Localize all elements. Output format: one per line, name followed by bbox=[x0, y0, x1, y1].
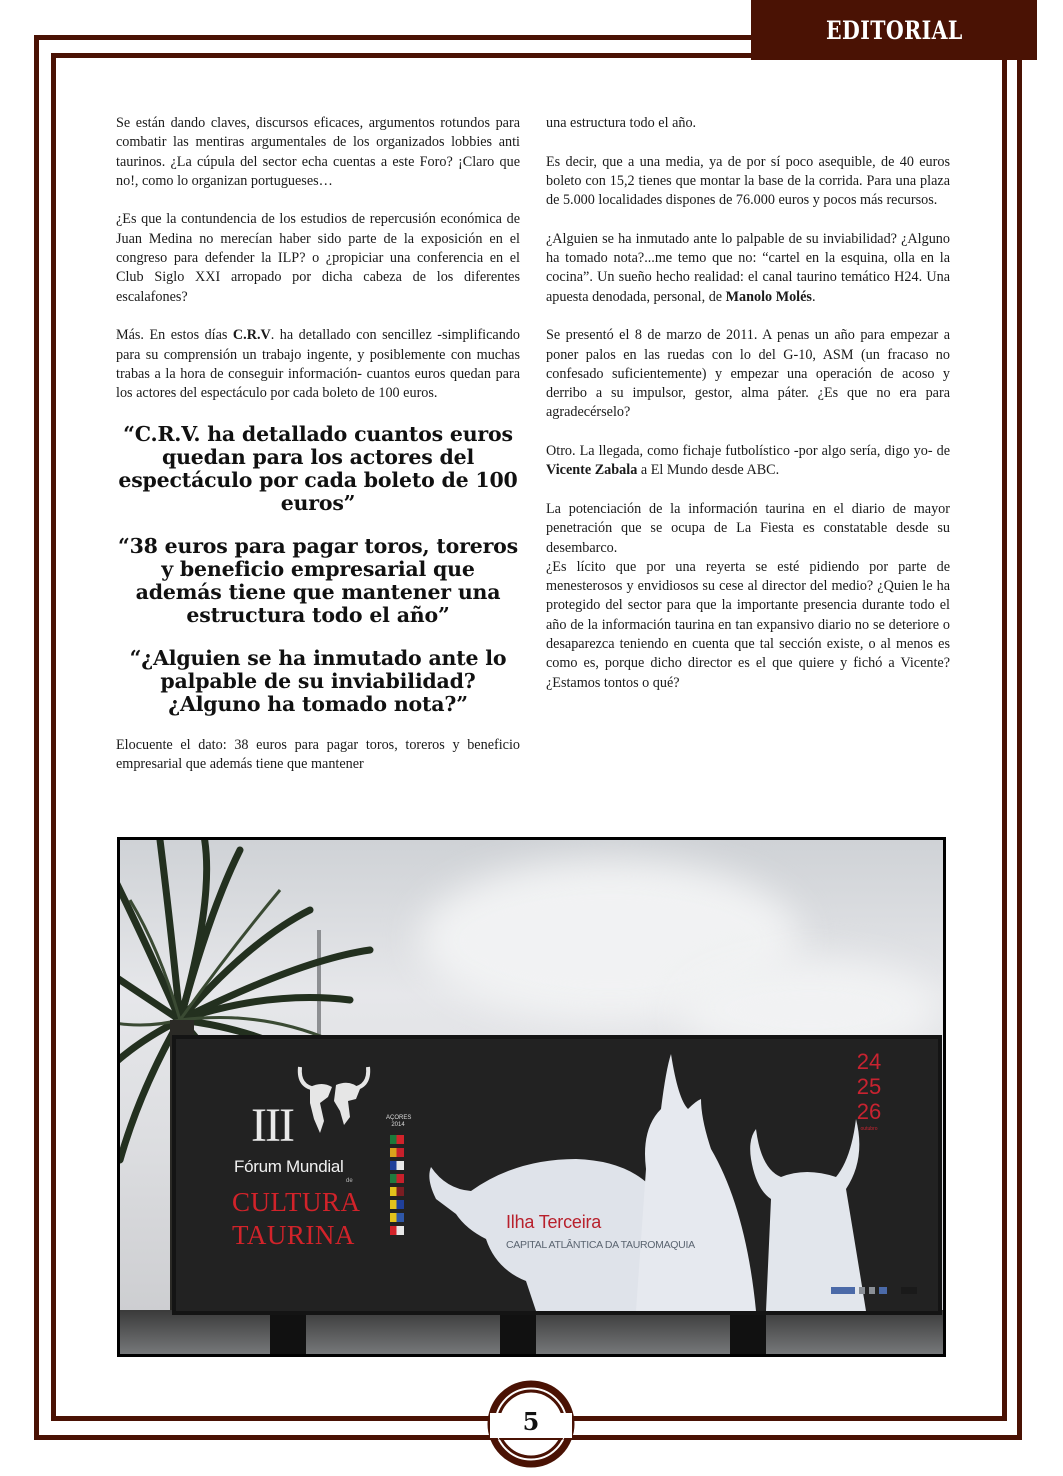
logo-de: de bbox=[346, 1178, 353, 1184]
flag-icon bbox=[390, 1174, 404, 1183]
flag-icon bbox=[390, 1148, 404, 1157]
article-column-right bbox=[546, 114, 950, 712]
billboard bbox=[172, 1035, 942, 1315]
text-run: Otro. La llegada, como fichaje futbolístico -por algo sería, digo yo- de bbox=[546, 443, 950, 460]
flags-strip bbox=[390, 1135, 404, 1239]
paragraph: ¿Es lícito que por una reyerta se esté pidiendo por parte de menesterosos y envidiosos su cese al director del medio? ¿Quien le ha protegido del sector para que la importante presencia durante todo el año de la información taurina en tan expansivo diario no se deteriore o desaparezca teniendo en cuenta que tal sección existe, o al menos es como es, porque dicho director es el que quiere y fichó a Vicente? ¿Estamos tontos o qué? bbox=[546, 558, 950, 691]
logo-title: Fórum Mundial bbox=[234, 1157, 344, 1176]
page-number: 5 bbox=[522, 1407, 540, 1436]
flag-icon bbox=[390, 1200, 404, 1209]
sponsor-logo bbox=[859, 1287, 865, 1294]
sponsor-logos bbox=[831, 1283, 931, 1297]
sponsor-logo bbox=[879, 1287, 887, 1294]
text-run: . ha detallado con sencillez -simplificando para su comprensión un trabajo ingente, y posiblemente con muchas trabas a la hora de conseguir información- cuantos euros quedan para los actores del espectáculo por cada boleto de 100 euros. bbox=[116, 327, 520, 402]
sponsor-logo bbox=[901, 1287, 917, 1294]
sponsor-logo bbox=[831, 1287, 855, 1294]
date: 26 bbox=[856, 1099, 882, 1124]
billboard-leg bbox=[270, 1310, 306, 1357]
article-column-left bbox=[116, 114, 520, 774]
text-run: . bbox=[811, 288, 816, 305]
flag-icon bbox=[390, 1187, 404, 1196]
logo-year: AÇORES 2014 bbox=[386, 1115, 412, 1128]
billboard-subtitle: CAPITAL ATLÂNTICA DA TAUROMAQUIA bbox=[506, 1239, 695, 1251]
paragraph: La potenciación de la información taurina en el diario de mayor penetración que se ocupa de La Fiesta es constatable desde su desembarco. bbox=[546, 500, 950, 556]
pull-quote: “38 euros para pagar toros, toreros y beneficio empresarial que además tiene que mantener una estructura todo el año” bbox=[118, 533, 518, 627]
paragraph: Es decir, que a una media, ya de por sí poco asequible, de 40 euros boleto con 15,2 tienes que montar la base de la corrida. Para una plaza de 5.000 localidades dispones de 76.000 euros y pocos más recursos. bbox=[546, 153, 950, 209]
billboard-leg bbox=[500, 1310, 536, 1357]
paragraph: Se presentó el 8 de marzo de 2011. A penas un año para empezar a poner palos en las ruedas con lo del G-10, ASM (un fracaso no confesado suficientemente) y empezar una operación de acoso y derribo a su impulsor, gestor, alma páter. ¿Es que no era para agradecérselo? bbox=[546, 327, 950, 421]
logo-numeral: III bbox=[251, 1099, 293, 1152]
text-run: Más. En estos días bbox=[116, 327, 233, 344]
paragraph bbox=[116, 326, 520, 403]
billboard-leg bbox=[730, 1310, 766, 1357]
billboard-location: Ilha Terceira bbox=[506, 1212, 602, 1232]
paragraph bbox=[546, 442, 950, 481]
paragraph: Elocuente el dato: 38 euros para pagar toros, toreros y beneficio empresarial que además tiene que mantener bbox=[116, 736, 520, 773]
paragraph bbox=[546, 230, 950, 307]
date: 25 bbox=[856, 1074, 882, 1099]
bold-name: Manolo Molés bbox=[725, 288, 812, 305]
bull-world-logo bbox=[294, 1063, 374, 1143]
paragraph: ¿Es que la contundencia de los estudios de repercusión económica de Juan Medina no merecían haber sido parte de la exposición en el congreso para defender la ILP? o ¿propiciar una conferencia en el Club Siglo XXI arropado por dicha cabeza de los diferentes escalafones? bbox=[116, 211, 520, 305]
bold-name: Vicente Zabala bbox=[546, 462, 638, 479]
flag-icon bbox=[390, 1161, 404, 1170]
billboard-dates bbox=[854, 1049, 884, 1133]
flag-icon bbox=[390, 1135, 404, 1144]
logo-cultura: CULTURA bbox=[232, 1187, 361, 1217]
date: 24 bbox=[856, 1049, 882, 1074]
pull-quote: “¿Alguien se ha inmutado ante lo palpable de su inviabilidad? ¿Alguno ha tomado nota?” bbox=[129, 645, 507, 716]
pull-quote: “C.R.V. ha detallado cuantos euros quedan para los actores del espectáculo por cada boleto de 100 euros” bbox=[118, 421, 518, 515]
bold-name: C.R.V bbox=[232, 327, 271, 344]
flag-icon bbox=[390, 1226, 404, 1235]
sponsor-logo bbox=[869, 1287, 875, 1294]
section-label: EDITORIAL bbox=[825, 15, 963, 45]
logo-taurina: TAURINA bbox=[232, 1220, 355, 1250]
text-run: ¿Alguien se ha inmutado ante lo palpable de su inviabilidad? ¿Alguno ha tomado nota?...me temo que no: “cartel en la esquina, olla en la cocina”. Un sueño hecho realidad: el canal taurino temático H24. Una apuesta denodada, personal, de bbox=[546, 230, 950, 305]
section-header-tab bbox=[751, 0, 1037, 60]
paragraph: Se están dando claves, discursos eficaces, argumentos rotundos para combatir las mentiras argumentales de los organizados lobbies anti taurinos. ¿La cúpula del sector echa cuentas a este Foro? ¡Claro que no!, como lo organizan portugueses… bbox=[116, 115, 520, 189]
flag-icon bbox=[390, 1213, 404, 1222]
paragraph: una estructura todo el año. bbox=[546, 115, 697, 131]
text-run: a El Mundo desde ABC. bbox=[637, 462, 780, 479]
billboard-photo bbox=[117, 837, 946, 1357]
date-month: outubro bbox=[860, 1126, 878, 1132]
